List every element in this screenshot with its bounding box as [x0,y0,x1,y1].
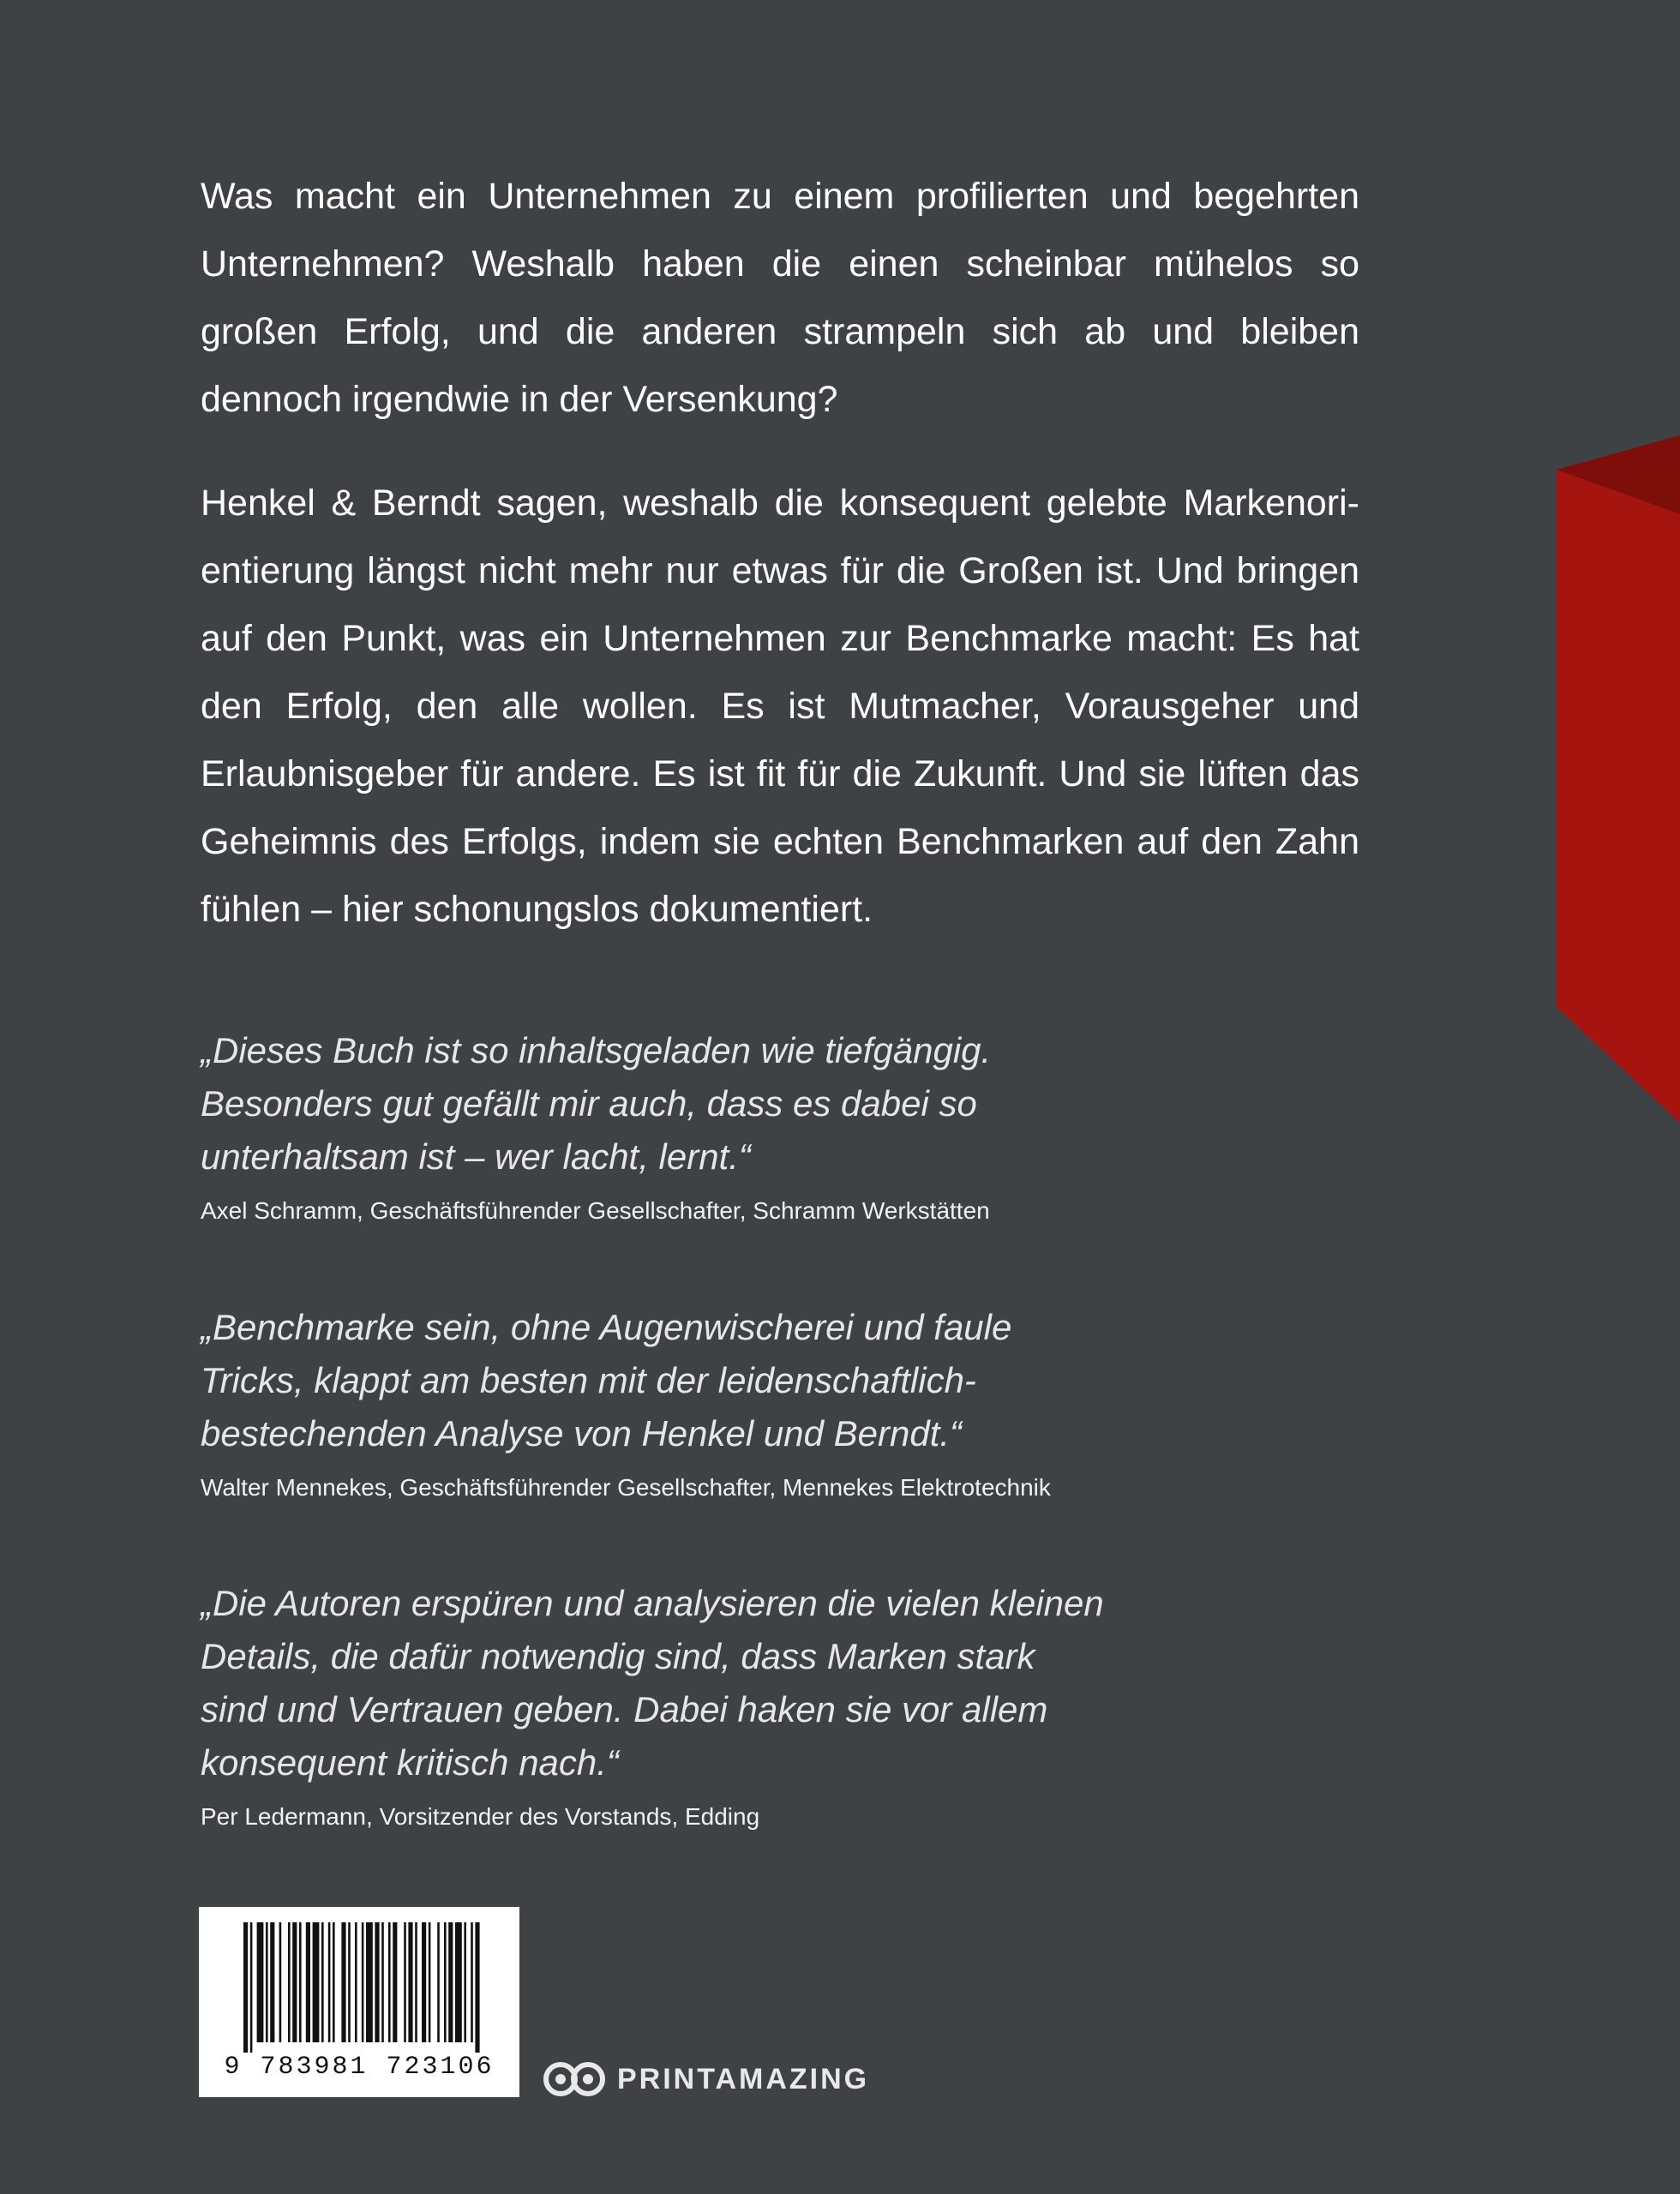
barcode-bar [366,1922,373,2042]
barcode-bar [471,1922,473,2042]
description-section [201,163,1359,944]
barcode-bar [348,1922,351,2042]
publisher-name: PRINTAMAZING [617,2062,870,2095]
barcode-bar [429,1922,431,2042]
barcode-bar [288,1922,291,2042]
barcode-bar [362,1922,364,2042]
barcode-bar [321,1922,324,2042]
barcode-bar [279,1922,282,2042]
quote-attribution: Walter Mennekes, Geschäftsführender Gesellschafter, Mennekes Elektrotechnik [201,1474,1051,1501]
barcode-bar [455,1922,462,2042]
barcode-bar [448,1922,453,2042]
barcode-bar [422,1922,426,2042]
isbn-number: 9 783981 723106 [224,2053,495,2082]
barcode-bar [393,1922,397,2042]
barcode-bar [444,1922,447,2042]
barcode-bar [313,1922,320,2042]
quote-text: „Die Autoren erspüren und analysieren die vielen kleinen Details, die dafür notwendig sind, dass Marken stark sind und Vertrauen geben. Dabei haken sie vor allem konsequent kritisch nach.“ [201,1583,1104,1783]
printamazing-logo-icon [542,2060,610,2098]
barcode-bar [415,1922,417,2042]
barcode-bar [437,1922,440,2042]
quote-attribution: Axel Schramm, Geschäftsführender Gesellschafter, Schramm Werkstätten [201,1197,990,1224]
barcode-bar [388,1922,391,2042]
barcode-bar [328,1922,331,2042]
isbn-barcode [199,1907,519,2097]
barcode-bar [266,1922,268,2042]
quote-text: „Dieses Buch ist so inhaltsgeladen wie tiefgängig. Besonders gut gefällt mir auch, dass es dabei so unterhaltsam ist – wer lacht, lernt.“ [201,1030,992,1177]
barcode-bar [355,1922,357,2042]
testimonial-1 [201,1024,1229,1228]
barcode-bar [306,1922,310,2042]
barcode-bar [475,1922,479,2053]
barcode-bar [408,1922,412,2042]
testimonial-2 [201,1301,1229,1505]
publisher-logo [542,2060,869,2098]
barcode-bar [375,1922,379,2042]
barcode-bar [292,1922,297,2042]
barcode-bar [243,1922,248,2053]
description-paragraph-2: Henkel & Berndt sagen, weshalb die konsequent gelebte Markenorientierung längst nicht mehr nur etwas für die Großen ist. Und bringen auf den Punkt, was ein Unternehmen zur Benchmarke macht: Es hat den Erfolg, den alle wollen. Es ist Mutmacher, Vorausgeher und Erlaubnisgeber für andere. Es ist fit für die Zukunft. Und sie lüften das Geheimnis des Erfolgs, indem sie echten Benchmarken auf den Zahn fühlen – hier schonungslos dokumentiert. [201,483,1359,930]
description-paragraph-1: Was macht ein Unternehmen zu einem profilierten und begehrten Unternehmen? Weshalb haben die einen scheinbar mühelos so großen Erfolg, und die anderen strampeln sich ab und bleiben dennoch irgendwie in der Versenkung? [201,176,1359,420]
barcode-bar [464,1922,466,2042]
quote-attribution: Per Ledermann, Vorsitzender des Vorstands, Edding [201,1803,760,1830]
barcode-bar [341,1922,345,2042]
quote-text: „Benchmarke sein, ohne Augenwischerei und faule Tricks, klappt am besten mit der leidenschaftlich- bestechenden Analyse von Henkel und Berndt.“ [201,1307,1012,1454]
barcode-bar [299,1922,302,2042]
barcode-bar [381,1922,384,2042]
barcode-bar [270,1922,274,2042]
barcode-bar [404,1922,406,2042]
testimonial-3 [201,1577,1229,1834]
barcode-bar [250,1922,253,2053]
barcode-bar [333,1922,335,2042]
barcode-bar [257,1922,264,2042]
